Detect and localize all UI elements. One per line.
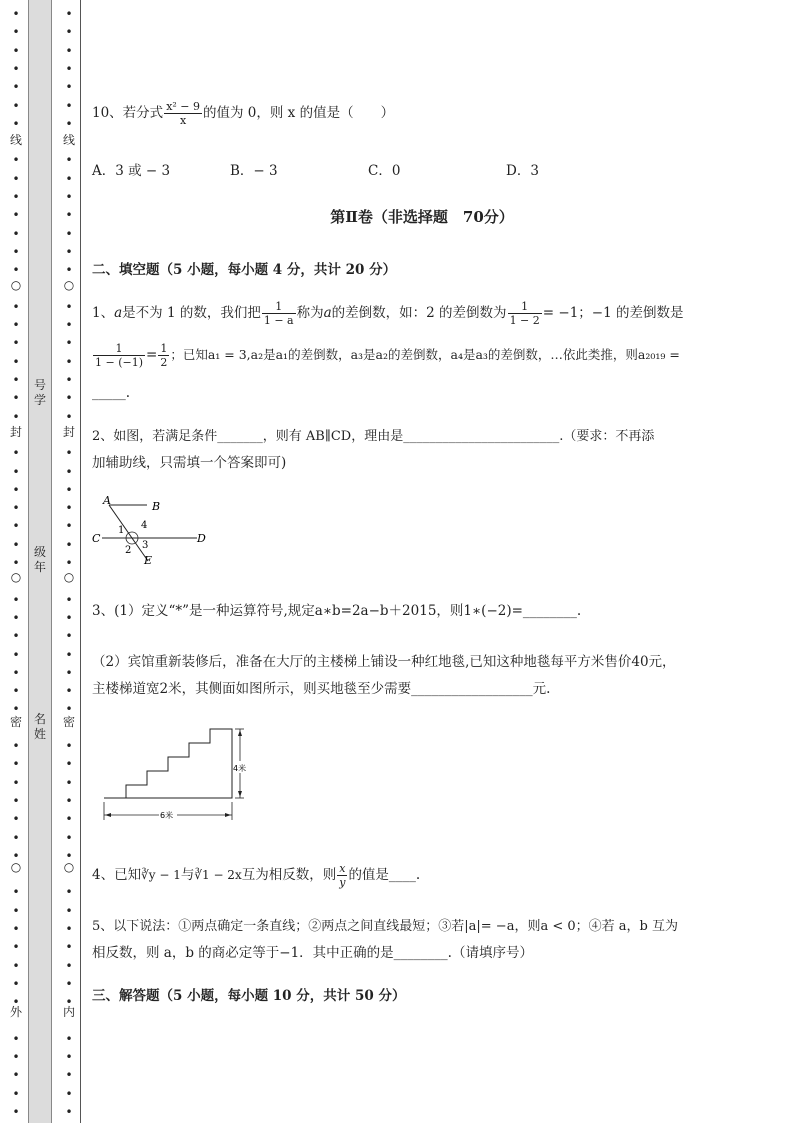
binding-dot: • — [65, 43, 73, 58]
inner-margin-marker: ○ — [63, 860, 75, 874]
outer-margin-marker: 外 — [9, 1005, 22, 1019]
question-1-line-1: 1、a是不为 1 的数，我们把 $\frac{1}{1 - a}$ 称为a的差倒数，如：2 的差倒数为 $\frac{1}{1 - 2}$ = −1；−1 的差倒数是 — [92, 300, 684, 327]
binding-dot: • — [12, 1068, 20, 1083]
binding-dot: • — [65, 409, 73, 424]
binding-dot: • — [12, 171, 20, 186]
section-2-title: 二、填空题（5 小题，每小题 4 分，共计 20 分） — [92, 262, 397, 278]
binding-dot: • — [12, 739, 20, 753]
outer-margin-marker: 线 — [9, 133, 22, 147]
binding-dot: • — [12, 775, 20, 790]
label-b: B — [152, 500, 161, 513]
binding-dot: • — [65, 922, 73, 936]
binding-dot: • — [65, 208, 73, 223]
label-c: C — [92, 532, 101, 545]
binding-dot: • — [65, 98, 73, 113]
binding-dot: • — [65, 190, 73, 204]
binding-dot: • — [12, 830, 20, 845]
inner-margin-marker: 线 — [62, 133, 75, 147]
binding-dot: • — [65, 391, 73, 406]
binding-dot: • — [12, 537, 20, 552]
binding-dot: • — [12, 391, 20, 406]
binding-dot: • — [65, 244, 73, 259]
staircase-outline — [104, 729, 232, 798]
binding-dot: • — [65, 153, 73, 168]
binding-dot: • — [12, 812, 20, 827]
binding-dot: • — [12, 793, 20, 808]
question-5-line-2: 相反数，则 a，b 的商必定等于−1．其中正确的是________.（请填序号） — [92, 945, 533, 961]
binding-dot: • — [12, 1086, 20, 1101]
binding-dot: • — [65, 519, 73, 534]
binding-dot: • — [65, 537, 73, 552]
label-d: D — [197, 532, 206, 545]
option-d: D．3 — [506, 163, 539, 179]
binding-dot: • — [65, 702, 73, 717]
binding-dot: • — [12, 995, 20, 1010]
binding-dot: • — [12, 702, 20, 717]
inner-margin-marker: 封 — [62, 425, 75, 439]
binding-dot: • — [65, 318, 73, 333]
binding-dot: • — [12, 446, 20, 461]
fraction: $\frac{1}{1 - a}$ — [263, 300, 294, 327]
binding-dot: • — [65, 995, 73, 1010]
binding-dot: • — [65, 684, 73, 699]
height-label: 4米 — [233, 764, 247, 773]
binding-dot: • — [12, 940, 20, 955]
inner-margin-marker: 内 — [62, 1005, 75, 1019]
binding-dot: • — [12, 244, 20, 259]
binding-dot: • — [12, 208, 20, 223]
binding-dot: • — [12, 354, 20, 369]
outer-margin-marker: ○ — [10, 860, 22, 874]
binding-dot: • — [12, 629, 20, 644]
binding-dot: • — [65, 793, 73, 808]
binding-dot: • — [12, 226, 20, 241]
binding-dot: • — [65, 1105, 73, 1119]
label-a: A — [103, 495, 111, 507]
binding-dot: • — [12, 757, 20, 772]
cube-root-1: ∛y − 1 — [141, 868, 181, 882]
binding-dot: • — [12, 903, 20, 918]
angle-2-label: 2 — [125, 545, 132, 556]
binding-dot: • — [12, 409, 20, 424]
binding-dot: • — [12, 80, 20, 95]
binding-dot: • — [65, 263, 73, 278]
binding-dot: • — [12, 116, 20, 131]
binding-dot: • — [12, 848, 20, 863]
question-1-line-2: $\frac{1}{1 - (-1)}$ = $\frac{1}{2}$ ；已知a₁ = 3,a₂是a₁的差倒数，a₃是a₂的差倒数，a₄是a₃的差倒数，…依此类推，则a₂₀₁₉ = — [95, 342, 680, 369]
question-3-line-2: （2）宾馆重新装修后，准备在大厅的主楼梯上铺设一种红地毯,已知这种地毯每平方米售价40元， — [92, 654, 676, 670]
binding-dot: • — [12, 464, 20, 479]
binding-dot: • — [65, 830, 73, 845]
binding-dot: • — [65, 739, 73, 753]
binding-dot: • — [12, 98, 20, 113]
question-10: 10、若分式 $\frac{\text{x² − 9}}{x}$ 的值为 0，则 x 的值是（ ） — [92, 100, 395, 127]
binding-dot: • — [12, 482, 20, 497]
binding-dot: • — [65, 848, 73, 863]
outer-margin-marker: ○ — [10, 278, 22, 292]
binding-dot: • — [12, 958, 20, 973]
binding-dot: • — [65, 903, 73, 918]
binding-dot: • — [65, 25, 73, 40]
binding-dot: • — [12, 43, 20, 58]
option-b: B．− 3 — [230, 163, 278, 179]
question-4: 4、已知∛y − 1与∛1 − 2x互为相反数，则 $\frac{x}{y}$ 的值是____. — [92, 862, 421, 889]
binding-dot: • — [65, 80, 73, 95]
part-2-title: 第Ⅱ卷（非选择题 70分） — [330, 208, 514, 226]
binding-dot: • — [12, 1050, 20, 1065]
strip-label-name: 名 姓 — [33, 712, 46, 741]
strip-label-grade: 级 年 — [33, 545, 46, 574]
question-3-line-1: 3、(1）定义“*”是一种运算符号,规定a∗b=2a−b＋2015，则1∗(−2)=________. — [92, 603, 582, 619]
binding-dot: • — [12, 665, 20, 680]
binding-dot: • — [65, 336, 73, 351]
binding-dot: • — [65, 976, 73, 991]
fraction: $\frac{x}{y}$ — [339, 862, 346, 889]
binding-dot: • — [12, 885, 20, 900]
angle-figure — [92, 495, 222, 570]
binding-dot: • — [12, 556, 20, 570]
binding-dot: • — [12, 1105, 20, 1119]
outer-margin-marker: 封 — [9, 425, 22, 439]
binding-dot: • — [12, 373, 20, 387]
binding-dot: • — [65, 775, 73, 790]
binding-dot: • — [12, 610, 20, 625]
binding-dot: • — [65, 171, 73, 186]
binding-dot: • — [65, 757, 73, 772]
binding-dot: • — [65, 7, 73, 21]
binding-dot: • — [65, 1050, 73, 1065]
angle-3-label: 3 — [142, 540, 149, 551]
angle-1-label: 1 — [118, 525, 125, 536]
option-c: C．0 — [368, 163, 401, 179]
question-2-line-1: 2、如图，若满足条件_______，则有 AB∥CD，理由是________________________.（要求：不再添 — [92, 429, 655, 444]
binding-dot: • — [12, 592, 20, 607]
binding-dot: • — [65, 665, 73, 680]
section-3-title: 三、解答题（5 小题，每小题 10 分，共计 50 分） — [92, 988, 406, 1004]
binding-dot: • — [12, 1031, 20, 1046]
binding-dot: • — [12, 263, 20, 278]
binding-dot: • — [65, 940, 73, 955]
option-a: A．3 或 − 3 — [92, 163, 171, 179]
binding-dot: • — [65, 812, 73, 827]
fraction: $\frac{\text{x² − 9}}{x}$ — [166, 100, 201, 127]
binding-dot: • — [65, 226, 73, 241]
strip-label-student-id: 号 学 — [33, 378, 46, 407]
inner-margin-marker: ○ — [63, 278, 75, 292]
binding-dot: • — [65, 482, 73, 497]
binding-dot: • — [65, 647, 73, 662]
binding-dot: • — [12, 684, 20, 699]
binding-dot: • — [12, 922, 20, 936]
binding-dot: • — [12, 61, 20, 76]
binding-dot: • — [65, 629, 73, 644]
binding-dot: • — [12, 501, 20, 516]
cube-root-2: ∛1 − 2x — [194, 868, 242, 882]
binding-dot: • — [12, 25, 20, 40]
binding-dot: • — [12, 318, 20, 333]
inner-margin-marker: ○ — [63, 570, 75, 584]
binding-dot: • — [65, 556, 73, 570]
binding-dot: • — [65, 1068, 73, 1083]
fraction: $\frac{1}{2}$ — [160, 342, 168, 369]
label-e: E — [144, 554, 153, 567]
binding-dot: • — [65, 354, 73, 369]
inner-margin-marker: 密 — [62, 715, 75, 729]
binding-dot: • — [65, 1031, 73, 1046]
outer-margin-marker: ○ — [10, 570, 22, 584]
question-1-line-3: _____. — [92, 385, 131, 401]
binding-dot: • — [65, 501, 73, 516]
binding-dot: • — [65, 885, 73, 900]
binding-dot: • — [65, 610, 73, 625]
binding-dot: • — [65, 1086, 73, 1101]
binding-dot: • — [65, 116, 73, 131]
question-5-line-1: 5、以下说法：①两点确定一条直线；②两点之间直线最短；③若|a|= −a，则a < 0；④若 a，b 互为 — [92, 919, 678, 934]
fraction: $\frac{1}{1 - 2}$ — [509, 300, 540, 327]
binding-dot: • — [65, 299, 73, 314]
binding-dot: • — [12, 190, 20, 204]
question-2-line-2: 加辅助线，只需填一个答案即可) — [92, 455, 287, 471]
binding-dot: • — [65, 592, 73, 607]
outer-margin-marker: 密 — [9, 715, 22, 729]
binding-dot: • — [12, 976, 20, 991]
binding-dot: • — [12, 519, 20, 534]
binding-dot: • — [65, 446, 73, 461]
staircase-figure — [102, 722, 252, 824]
binding-dot: • — [65, 373, 73, 387]
binding-dot: • — [12, 647, 20, 662]
question-3-line-3: 主楼梯道宽2米，其侧面如图所示，则买地毯至少需要__________________元. — [92, 681, 551, 697]
width-label: 6米 — [160, 811, 174, 820]
binding-dot: • — [65, 61, 73, 76]
binding-line — [80, 0, 81, 1123]
binding-dot: • — [65, 464, 73, 479]
binding-dot: • — [12, 153, 20, 168]
binding-dot: • — [12, 299, 20, 314]
binding-dot: • — [12, 336, 20, 351]
angle-4-label: 4 — [141, 520, 148, 531]
binding-dot: • — [65, 958, 73, 973]
binding-dot: • — [12, 7, 20, 21]
fraction: $\frac{1}{1 - (-1)}$ — [95, 342, 144, 369]
